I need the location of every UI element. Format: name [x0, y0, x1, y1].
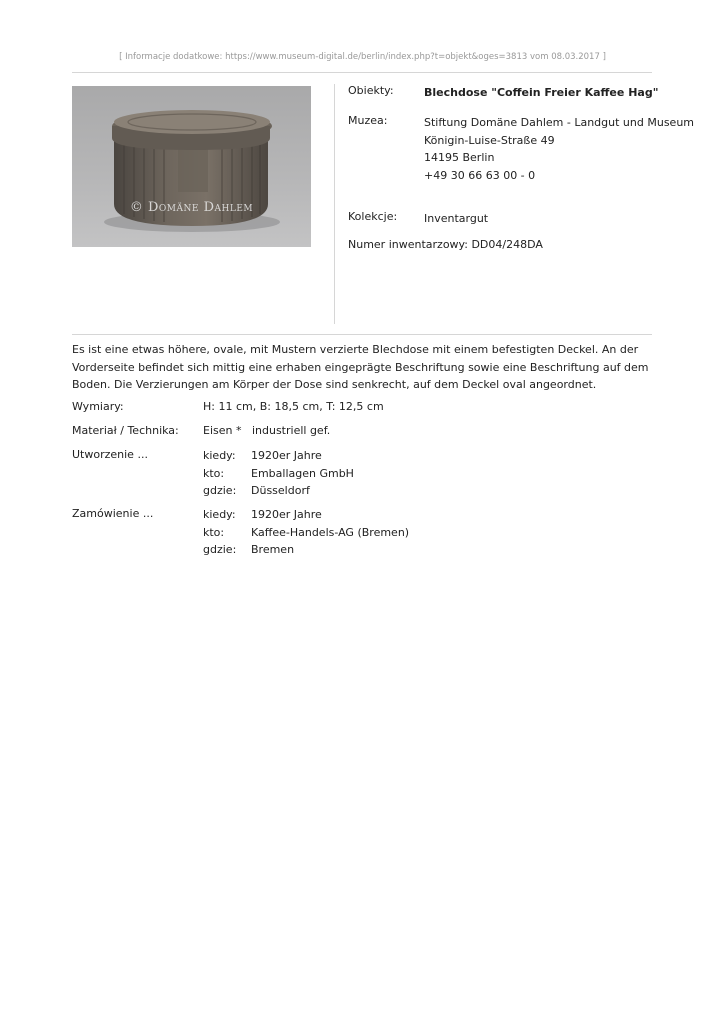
material-value: Eisen * industriell gef.: [203, 424, 331, 437]
inventory-number: Numer inwentarzowy: DD04/248DA: [348, 238, 543, 251]
created-details: [203, 447, 354, 500]
middle-divider: [72, 334, 652, 335]
ordered-label: Zamówienie ...: [72, 507, 154, 520]
museum-label: Muzea:: [348, 114, 388, 127]
tin-box-illustration: [72, 86, 311, 247]
object-title: Blechdose "Coffein Freier Kaffee Hag": [424, 86, 659, 99]
ordered-who: kto: Kaffee-Handels-AG (Bremen): [203, 525, 410, 539]
material-label: Materiał / Technika:: [72, 424, 179, 437]
object-description: Es ist eine etwas höhere, ovale, mit Mustern verzierte Blechdose mit einem befestigten Deckel. An der Vorderseite befindet sich mittig eine erhaben eingeprägte Beschriftung sowie eine Beschriftung auf dem Boden. Die Verzierungen am Körper der Dose sind senkrecht, auf dem Deckel oval angeordnet.: [72, 343, 649, 391]
created-label: Utworzenie ...: [72, 448, 148, 461]
collection-label: Kolekcje:: [348, 210, 398, 223]
dimensions-value: H: 11 cm, B: 18,5 cm, T: 12,5 cm: [203, 400, 384, 413]
ordered-where: gdzie: Bremen: [203, 543, 295, 556]
created-who: kto: Emballagen GmbH: [203, 466, 354, 480]
museum-address: [424, 114, 694, 184]
created-where: gdzie: Düsseldorf: [203, 484, 310, 497]
dimensions-label: Wymiary:: [72, 400, 124, 413]
photo-watermark: © Domäne Dahlem: [129, 200, 254, 215]
collection-value: Inventargut: [424, 212, 489, 225]
ordered-when: kiedy: 1920er Jahre: [203, 508, 322, 521]
info-line: [ Informacje dodatkowe: https://www.museum-digital.de/berlin/index.php?t=objekt&oges=3813 vom 08.03.2017 ]: [119, 52, 606, 62]
objects-label: Obiekty:: [348, 84, 394, 97]
created-when: kiedy: 1920er Jahre: [203, 449, 322, 462]
museum-name: Stiftung Domäne Dahlem - Landgut und Museum: [424, 116, 694, 129]
museum-street: Königin-Luise-Straße 49: [424, 133, 555, 147]
top-divider: [72, 72, 652, 73]
object-photo: [72, 86, 311, 247]
vertical-divider: [334, 84, 335, 324]
museum-city: 14195 Berlin: [424, 151, 495, 164]
museum-phone: +49 30 66 63 00 - 0: [424, 168, 536, 182]
ordered-details: [203, 506, 409, 559]
